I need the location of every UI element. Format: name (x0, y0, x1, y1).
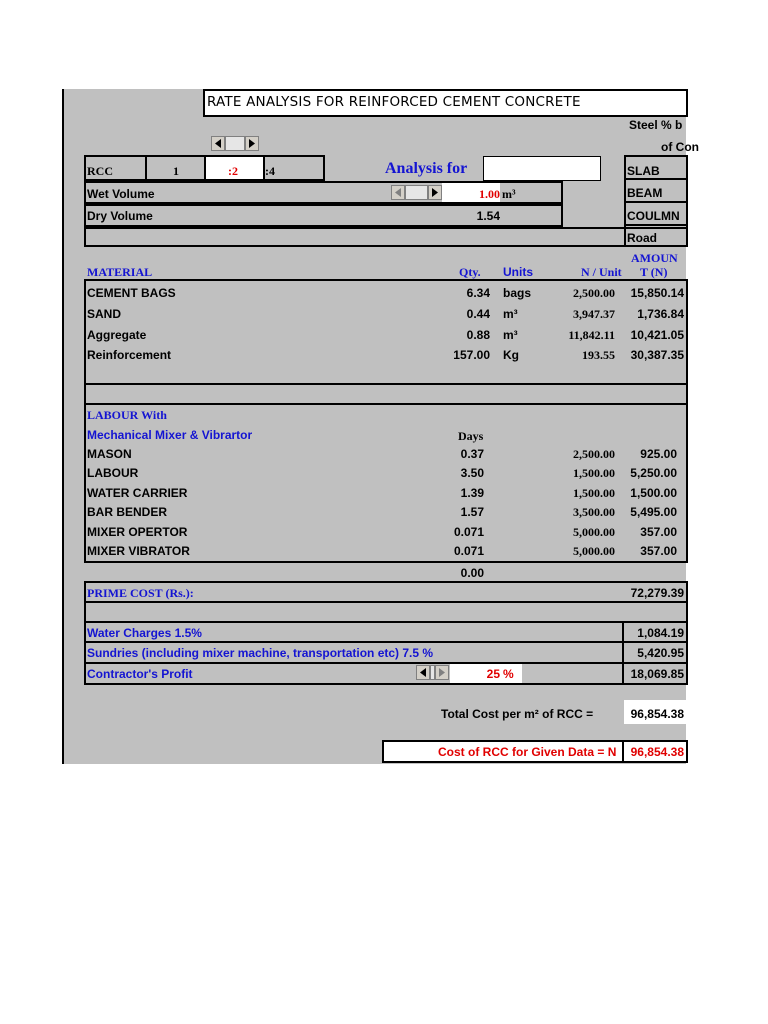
material-unit: Kg (503, 348, 519, 362)
material-name: CEMENT BAGS (87, 286, 176, 300)
material-rate: 3,947.37 (573, 307, 615, 321)
labour-rate: 1,500.00 (573, 466, 615, 480)
labour-days: 0.071 (453, 525, 484, 539)
given-cost-value: 96,854.38 (630, 745, 684, 759)
labour-rate: 3,500.00 (573, 505, 615, 519)
labour-name: WATER CARRIER (87, 486, 188, 500)
steel-type-slab: SLAB (627, 164, 660, 178)
material-qty: 6.34 (466, 286, 490, 300)
mix-increase-button[interactable] (245, 136, 259, 151)
labour-days: 3.50 (460, 466, 484, 480)
analysis-for-input[interactable] (483, 156, 601, 181)
wet-volume-value: 1.00 (479, 187, 500, 201)
material-qty: 0.44 (466, 307, 490, 321)
steel-type-beam: BEAM (627, 186, 663, 200)
material-amount: 1,736.84 (637, 307, 684, 321)
header-amount-line1: AMOUN (631, 251, 678, 265)
mix-track[interactable] (225, 136, 245, 151)
sundries-label: Sundries (including mixer machine, transportation etc) 7.5 % (87, 646, 434, 660)
prime-cost-value: 72,279.39 (630, 586, 684, 600)
arrow-left-icon (212, 137, 224, 150)
spacer-row-3 (84, 601, 688, 623)
labour-amount: 1,500.00 (630, 486, 677, 500)
material-amount: 10,421.05 (630, 328, 684, 342)
page-title: RATE ANALYSIS FOR REINFORCED CEMENT CONCRETE (207, 94, 581, 110)
spacer-row-2 (84, 383, 688, 405)
labour-rate: 1,500.00 (573, 486, 615, 500)
wet-volume-label: Wet Volume (87, 187, 155, 201)
spacer-row (84, 227, 688, 247)
material-name: Aggregate (87, 328, 147, 342)
labour-days: 0.37 (460, 447, 484, 461)
labour-name: MIXER VIBRATOR (87, 544, 190, 558)
header-material: MATERIAL (87, 265, 153, 279)
header-rate: N / Unit (581, 265, 622, 279)
labour-name: LABOUR (87, 466, 139, 480)
spreadsheet-sheet (62, 89, 699, 764)
material-unit: bags (503, 286, 532, 300)
prime-cost-label: PRIME COST (Rs.): (87, 586, 194, 600)
labour-rate: 5,000.00 (573, 525, 615, 539)
material-amount: 30,387.35 (630, 348, 684, 362)
mix-label: RCC (87, 164, 113, 178)
profit-label: Contractor's Profit (87, 667, 193, 681)
mix-sand: :2 (228, 164, 238, 178)
profit-decrease-button[interactable] (416, 665, 430, 680)
wet-volume-unit: m³ (502, 187, 516, 201)
labour-name: MIXER OPERTOR (87, 525, 188, 539)
labour-days: 1.57 (460, 505, 484, 519)
material-name: Reinforcement (87, 348, 172, 362)
arrow-right-icon (436, 666, 448, 679)
mix-aggregate: :4 (265, 164, 275, 178)
labour-days: 1.39 (460, 486, 484, 500)
labour-rate: 2,500.00 (573, 447, 615, 461)
profit-percent-sign: % (503, 667, 514, 681)
sundries-value: 5,420.95 (637, 646, 684, 660)
labour-rate: 5,000.00 (573, 544, 615, 558)
steel-header-line1: Steel % b (629, 118, 683, 132)
labour-name: BAR BENDER (87, 505, 168, 519)
material-unit: m³ (503, 307, 518, 321)
labour-amount: 925.00 (640, 447, 677, 461)
dry-volume-label: Dry Volume (87, 209, 153, 223)
material-name: SAND (87, 307, 122, 321)
total-cost-label: Total Cost per m² of RCC = (441, 707, 594, 721)
steel-header-line2: of Con (661, 140, 699, 154)
mix-decrease-button[interactable] (211, 136, 225, 151)
material-unit: m³ (503, 328, 518, 342)
water-charges-label: Water Charges 1.5% (87, 626, 202, 640)
material-rate: 2,500.00 (573, 286, 615, 300)
material-qty: 157.00 (453, 348, 490, 362)
total-cost-value: 96,854.38 (630, 707, 684, 721)
steel-type-column: COULMN (627, 209, 680, 223)
labour-header-line2: Mechanical Mixer & Vibrartor (87, 428, 253, 442)
mix-cement: 1 (173, 164, 179, 178)
profit-value: 18,069.85 (630, 667, 684, 681)
header-units: Units (503, 265, 533, 279)
water-charges-value: 1,084.19 (637, 626, 684, 640)
arrow-left-icon (417, 666, 429, 679)
labour-amount: 357.00 (640, 525, 677, 539)
labour-days: 0.071 (453, 544, 484, 558)
volume-track[interactable] (405, 185, 428, 200)
labour-header-days: Days (458, 429, 484, 443)
steel-type-road: Road (627, 231, 657, 245)
material-qty: 0.88 (466, 328, 490, 342)
profit-percent: 25 (486, 667, 500, 681)
profit-increase-button[interactable] (435, 665, 449, 680)
dry-volume-value: 1.54 (476, 209, 500, 223)
material-amount: 15,850.14 (630, 286, 684, 300)
analysis-for-label: Analysis for (385, 160, 468, 177)
labour-name: MASON (87, 447, 132, 461)
header-amount-line2: T (N) (640, 265, 668, 279)
arrow-right-icon (246, 137, 258, 150)
material-rate: 11,842.11 (568, 328, 615, 342)
volume-decrease-button[interactable] (391, 185, 405, 200)
material-rate: 193.55 (582, 348, 615, 362)
arrow-left-icon (392, 186, 404, 199)
labour-header-line1: LABOUR With (87, 408, 167, 422)
labour-total: 0.00 (460, 566, 484, 580)
labour-amount: 357.00 (640, 544, 677, 558)
volume-increase-button[interactable] (428, 185, 442, 200)
labour-amount: 5,495.00 (630, 505, 677, 519)
labour-table (84, 403, 688, 563)
given-cost-label: Cost of RCC for Given Data = N (438, 745, 617, 759)
arrow-right-icon (429, 186, 441, 199)
header-qty: Qty. (459, 265, 481, 279)
labour-amount: 5,250.00 (630, 466, 677, 480)
